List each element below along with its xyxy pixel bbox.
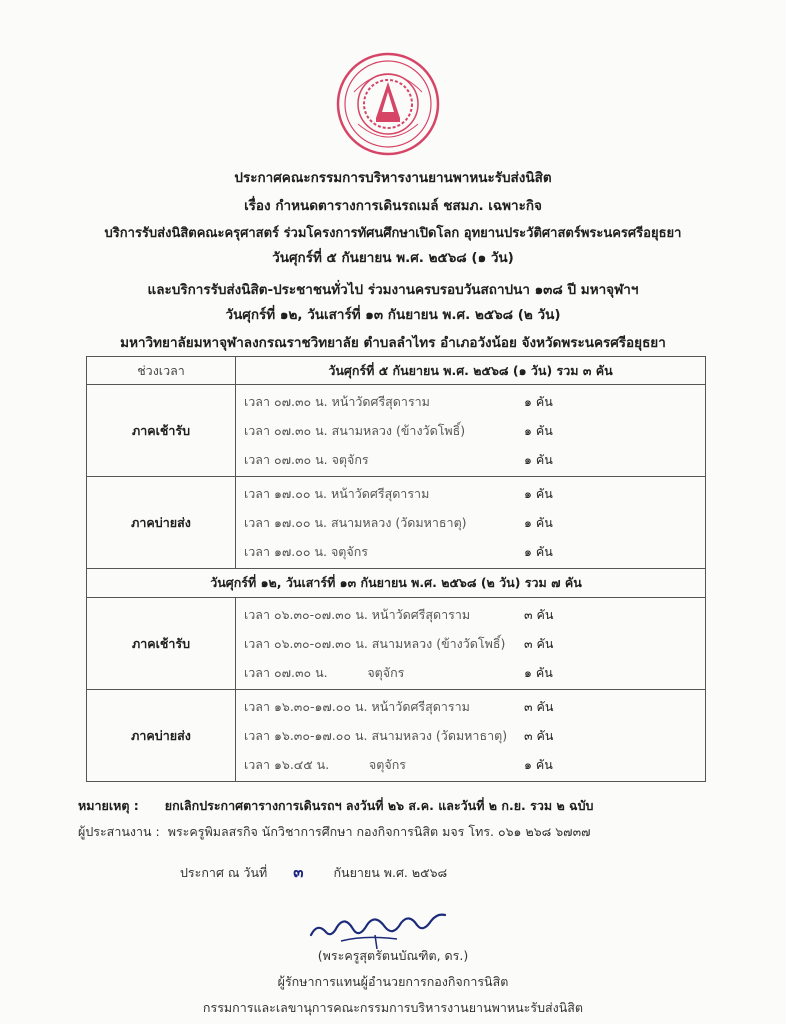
period-label: ภาคบ่ายส่ง — [87, 690, 236, 782]
trip-row: เวลา ๑๖.๔๕ น. จตุจักร ๑ คัน — [244, 757, 553, 772]
trip-row: เวลา ๐๖.๓๐-๐๗.๓๐ น. หน้าวัดศรีสุดาราม ๓ คัน — [244, 607, 554, 622]
trip-list — [236, 598, 706, 690]
trip-list — [236, 477, 706, 569]
remark-line — [78, 796, 593, 816]
announce-date — [180, 860, 447, 884]
announce-prefix: ประกาศ ณ วันที่ — [180, 865, 268, 880]
venue-line: มหาวิทยาลัยมหาจุฬาลงกรณราชวิทยาลัย ตำบลลำไทร อำเภอวังน้อย จังหวัดพระนครศรีอยุธยา — [120, 335, 666, 351]
service-line-2: และบริการรับส่งนิสิต-ประชาชนทั่วไป ร่วมงานครบรอบวันสถาปนา ๑๓๘ ปี มหาจุฬาฯ — [147, 282, 639, 298]
table-header-row — [87, 357, 706, 385]
trip-row: เวลา ๑๗.๐๐ น. สนามหลวง (วัดมหาธาตุ) ๑ คัน — [244, 515, 553, 530]
section2-title: วันศุกร์ที่ ๑๒, วันเสาร์ที่ ๑๓ กันยายน พ.ศ. ๒๕๖๘ (๒ วัน) รวม ๗ คัน — [87, 569, 706, 598]
period-label: ภาคบ่ายส่ง — [87, 477, 236, 569]
signer-name: (พระครูสุตรัตนบัณฑิต, ดร.) — [317, 948, 469, 963]
announcement-subject: เรื่อง กำหนดตารางการเดินรถเมล์ ชสมภ. เฉพาะกิจ — [244, 198, 542, 214]
signer-position-1: ผู้รักษาการแทนผู้อำนวยการกองกิจการนิสิต — [277, 974, 509, 989]
service-line-1: บริการรับส่งนิสิตคณะครุศาสตร์ ร่วมโครงการทัศนศึกษาเปิดโลก อุทยานประวัติศาสตร์พระนครศรีอยุธยา — [104, 226, 682, 241]
coordinator-text: พระครูพิมลสรกิจ นักวิชาการศึกษา กองกิจการนิสิต มจร โทร. ๐๖๑ ๒๖๘ ๖๗๓๗ — [167, 824, 591, 839]
coordinator-label: ผู้ประสานงาน : — [78, 824, 160, 839]
trip-row: เวลา ๑๗.๐๐ น. หน้าวัดศรีสุดาราม ๑ คัน — [244, 486, 553, 501]
section1-title: วันศุกร์ที่ ๕ กันยายน พ.ศ. ๒๕๖๘ (๑ วัน) รวม ๓ คัน — [236, 357, 706, 385]
handwritten-signature-icon — [305, 905, 455, 951]
remark-label: หมายเหตุ : — [78, 798, 139, 813]
period-label: ภาคเช้ารับ — [87, 385, 236, 477]
table-row — [87, 385, 706, 477]
announce-suffix: กันยายน พ.ศ. ๒๕๖๘ — [333, 865, 448, 880]
trip-row: เวลา ๐๗.๓๐ น. จตุจักร ๑ คัน — [244, 665, 553, 680]
trip-row: เวลา ๐๗.๓๐ น. หน้าวัดศรีสุดาราม ๑ คัน — [244, 394, 553, 409]
table-row — [87, 477, 706, 569]
trip-row: เวลา ๐๖.๓๐-๐๗.๓๐ น. สนามหลวง (ข้างวัดโพธิ์) ๓ คัน — [244, 636, 554, 651]
bus-schedule-table — [86, 356, 706, 782]
trip-row: เวลา ๑๖.๓๐-๑๗.๐๐ น. หน้าวัดศรีสุดาราม ๓ คัน — [244, 699, 554, 714]
coordinator-line — [78, 822, 591, 842]
col-header-period: ช่วงเวลา — [87, 357, 236, 385]
period-label: ภาคเช้ารับ — [87, 598, 236, 690]
trip-row: เวลา ๑๖.๓๐-๑๗.๐๐ น. สนามหลวง (วัดมหาธาตุ) ๓ คัน — [244, 728, 554, 743]
trip-list — [236, 385, 706, 477]
remark-text: ยกเลิกประกาศตารางการเดินรถฯ ลงวันที่ ๒๖ ส.ค. และวันที่ ๒ ก.ย. รวม ๒ ฉบับ — [164, 798, 594, 813]
announce-day: ๓ — [293, 863, 304, 881]
university-seal-icon — [336, 52, 440, 156]
table-row — [87, 598, 706, 690]
table-row — [87, 690, 706, 782]
signer-position-2: กรรมการและเลขานุการคณะกรรมการบริหารงานยานพาหนะรับส่งนิสิต — [202, 1000, 584, 1015]
service-date-2: วันศุกร์ที่ ๑๒, วันเสาร์ที่ ๑๓ กันยายน พ.ศ. ๒๕๖๘ (๒ วัน) — [225, 307, 561, 323]
trip-row: เวลา ๐๗.๓๐ น. จตุจักร ๑ คัน — [244, 452, 553, 467]
trip-row: เวลา ๑๗.๐๐ น. จตุจักร ๑ คัน — [244, 544, 553, 559]
section2-header-row — [87, 569, 706, 598]
trip-list — [236, 690, 706, 782]
trip-row: เวลา ๐๗.๓๐ น. สนามหลวง (ข้างวัดโพธิ์) ๑ คัน — [244, 423, 553, 438]
announcement-title: ประกาศคณะกรรมการบริหารงานยานพาหนะรับส่งนิสิต — [234, 170, 552, 186]
service-date-1: วันศุกร์ที่ ๕ กันยายน พ.ศ. ๒๕๖๘ (๑ วัน) — [272, 250, 514, 266]
